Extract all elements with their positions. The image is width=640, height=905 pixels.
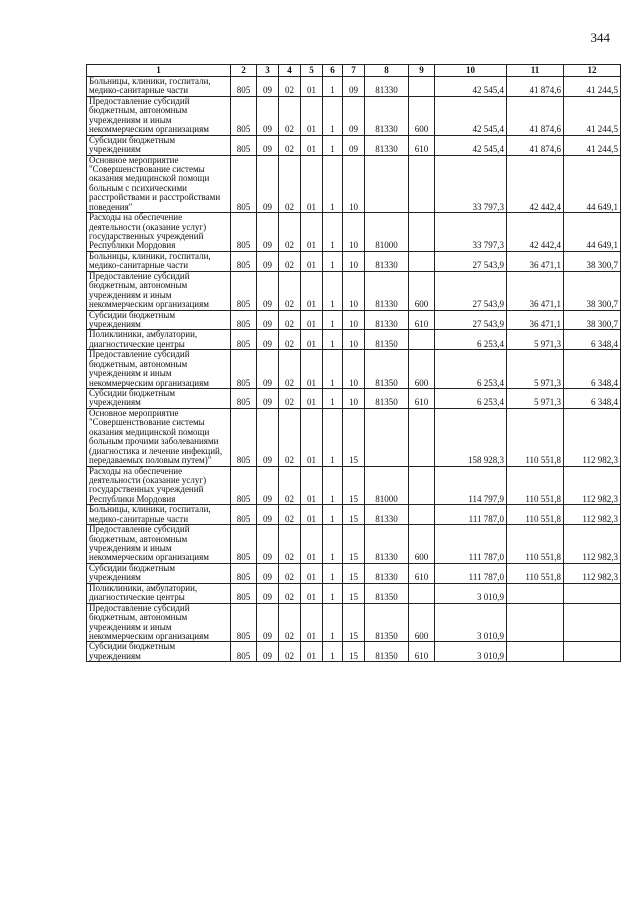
cell-c8: 81330 [365, 135, 409, 155]
row-name: Субсидии бюджетным учреждениям [87, 563, 231, 583]
table-row [87, 96, 621, 135]
cell-c4: 02 [279, 135, 301, 155]
cell-c3: 09 [257, 271, 279, 310]
cell-value-10: 158 928,3 [435, 408, 507, 466]
cell-c4: 02 [279, 408, 301, 466]
cell-c6: 1 [323, 466, 343, 505]
cell-c3: 09 [257, 583, 279, 603]
cell-c3: 09 [257, 77, 279, 97]
cell-c8: 81330 [365, 251, 409, 271]
cell-c2: 805 [231, 563, 257, 583]
cell-c9: 610 [409, 389, 435, 409]
cell-c3: 09 [257, 330, 279, 350]
cell-c7: 09 [343, 96, 365, 135]
cell-value-10: 3 010,9 [435, 583, 507, 603]
table-row [87, 525, 621, 564]
cell-c2: 805 [231, 155, 257, 213]
cell-value-11: 36 471,1 [507, 271, 564, 310]
cell-value-10: 111 787,0 [435, 563, 507, 583]
cell-value-12: 38 300,7 [564, 310, 621, 330]
cell-c3: 09 [257, 155, 279, 213]
cell-value-10: 3 010,9 [435, 603, 507, 642]
table-row [87, 155, 621, 213]
row-name: Расходы на обеспечение деятельности (оказание услуг) государственных учреждений Республики Мордовия [87, 213, 231, 252]
table-header-row [87, 65, 621, 77]
cell-c5: 01 [301, 505, 323, 525]
cell-value-10: 42 545,4 [435, 135, 507, 155]
cell-c2: 805 [231, 525, 257, 564]
cell-value-10: 27 543,9 [435, 310, 507, 330]
cell-value-11: 110 551,8 [507, 505, 564, 525]
table-row [87, 466, 621, 505]
cell-c5: 01 [301, 350, 323, 389]
cell-c2: 805 [231, 603, 257, 642]
cell-c3: 09 [257, 408, 279, 466]
cell-c4: 02 [279, 251, 301, 271]
row-name: Основное мероприятие "Совершенствование системы оказания медицинской помощи больным прочими заболеваниями (диагностика и лечение инфекций, передаваемых половым путем)" [87, 408, 231, 466]
cell-c2: 805 [231, 505, 257, 525]
cell-c9 [409, 583, 435, 603]
cell-c6: 1 [323, 310, 343, 330]
cell-c6: 1 [323, 135, 343, 155]
cell-c4: 02 [279, 350, 301, 389]
cell-c9: 610 [409, 310, 435, 330]
cell-c8: 81350 [365, 389, 409, 409]
cell-value-10: 33 797,3 [435, 213, 507, 252]
row-name: Субсидии бюджетным учреждениям [87, 642, 231, 662]
cell-c2: 805 [231, 350, 257, 389]
column-header: 11 [507, 65, 564, 77]
row-name: Основное мероприятие "Совершенствование системы оказания медицинской помощи больным с психическими расстройствами и расстройствами поведения" [87, 155, 231, 213]
cell-c4: 02 [279, 271, 301, 310]
cell-c8: 81350 [365, 330, 409, 350]
cell-c8: 81330 [365, 77, 409, 97]
column-header: 1 [87, 65, 231, 77]
cell-value-10: 111 787,0 [435, 525, 507, 564]
row-name: Расходы на обеспечение деятельности (оказание услуг) государственных учреждений Республики Мордовия [87, 466, 231, 505]
budget-table [86, 64, 621, 662]
cell-c6: 1 [323, 408, 343, 466]
cell-c9: 610 [409, 642, 435, 662]
table-row [87, 77, 621, 97]
cell-c7: 15 [343, 505, 365, 525]
cell-c5: 01 [301, 96, 323, 135]
page-number: 344 [590, 30, 610, 45]
cell-value-11 [507, 642, 564, 662]
cell-c4: 02 [279, 389, 301, 409]
cell-c6: 1 [323, 603, 343, 642]
cell-value-10: 114 797,9 [435, 466, 507, 505]
cell-value-10: 111 787,0 [435, 505, 507, 525]
cell-value-12: 6 348,4 [564, 350, 621, 389]
cell-c3: 09 [257, 525, 279, 564]
cell-c3: 09 [257, 389, 279, 409]
table-body [87, 77, 621, 662]
cell-c5: 01 [301, 135, 323, 155]
table-row [87, 563, 621, 583]
table-row [87, 271, 621, 310]
cell-c4: 02 [279, 505, 301, 525]
cell-value-12 [564, 603, 621, 642]
row-name: Больницы, клиники, госпитали, медико-санитарные части [87, 505, 231, 525]
cell-c2: 805 [231, 77, 257, 97]
cell-c5: 01 [301, 389, 323, 409]
cell-c7: 15 [343, 408, 365, 466]
table-row [87, 408, 621, 466]
cell-c7: 15 [343, 642, 365, 662]
cell-c7: 15 [343, 563, 365, 583]
cell-c2: 805 [231, 271, 257, 310]
cell-c5: 01 [301, 271, 323, 310]
table-row [87, 135, 621, 155]
cell-value-12: 6 348,4 [564, 389, 621, 409]
cell-c3: 09 [257, 466, 279, 505]
cell-c9 [409, 155, 435, 213]
row-name: Предоставление субсидий бюджетным, автономным учреждениям и иным некоммерческим организациям [87, 525, 231, 564]
cell-c8: 81330 [365, 505, 409, 525]
cell-c7: 10 [343, 271, 365, 310]
column-header: 10 [435, 65, 507, 77]
table-row [87, 213, 621, 252]
cell-value-12: 38 300,7 [564, 271, 621, 310]
cell-c8: 81330 [365, 310, 409, 330]
cell-c7: 10 [343, 350, 365, 389]
cell-c4: 02 [279, 96, 301, 135]
cell-c6: 1 [323, 96, 343, 135]
table-row [87, 330, 621, 350]
column-header: 12 [564, 65, 621, 77]
cell-c8 [365, 408, 409, 466]
cell-value-11: 41 874,6 [507, 135, 564, 155]
column-header: 3 [257, 65, 279, 77]
cell-value-12 [564, 642, 621, 662]
cell-c7: 10 [343, 251, 365, 271]
table-row [87, 583, 621, 603]
table-row [87, 389, 621, 409]
cell-c9 [409, 77, 435, 97]
cell-c3: 09 [257, 96, 279, 135]
cell-c5: 01 [301, 77, 323, 97]
cell-c4: 02 [279, 603, 301, 642]
cell-value-10: 27 543,9 [435, 251, 507, 271]
cell-c5: 01 [301, 642, 323, 662]
table-row [87, 505, 621, 525]
cell-c4: 02 [279, 525, 301, 564]
cell-c9 [409, 505, 435, 525]
cell-c3: 09 [257, 642, 279, 662]
cell-c7: 09 [343, 135, 365, 155]
cell-c2: 805 [231, 583, 257, 603]
row-name: Больницы, клиники, госпитали, медико-санитарные части [87, 251, 231, 271]
cell-c5: 01 [301, 330, 323, 350]
cell-value-12: 41 244,5 [564, 96, 621, 135]
cell-c7: 10 [343, 330, 365, 350]
cell-c9: 600 [409, 96, 435, 135]
cell-value-12: 41 244,5 [564, 135, 621, 155]
cell-c8: 81330 [365, 525, 409, 564]
cell-c3: 09 [257, 563, 279, 583]
table-row [87, 642, 621, 662]
cell-c8: 81000 [365, 466, 409, 505]
cell-c7: 15 [343, 525, 365, 564]
row-name: Субсидии бюджетным учреждениям [87, 310, 231, 330]
cell-c8: 81350 [365, 603, 409, 642]
cell-c9: 600 [409, 603, 435, 642]
cell-c6: 1 [323, 213, 343, 252]
cell-c6: 1 [323, 389, 343, 409]
cell-c5: 01 [301, 251, 323, 271]
cell-c8: 81350 [365, 350, 409, 389]
cell-c7: 15 [343, 466, 365, 505]
cell-c2: 805 [231, 330, 257, 350]
cell-c9 [409, 213, 435, 252]
cell-c2: 805 [231, 135, 257, 155]
cell-c9 [409, 408, 435, 466]
cell-c6: 1 [323, 505, 343, 525]
cell-value-12: 38 300,7 [564, 251, 621, 271]
cell-c6: 1 [323, 583, 343, 603]
row-name: Предоставление субсидий бюджетным, автономным учреждениям и иным некоммерческим организациям [87, 271, 231, 310]
table-row [87, 251, 621, 271]
cell-c4: 02 [279, 330, 301, 350]
row-name: Субсидии бюджетным учреждениям [87, 135, 231, 155]
cell-value-11: 5 971,3 [507, 350, 564, 389]
cell-c6: 1 [323, 330, 343, 350]
row-name: Больницы, клиники, госпитали, медико-санитарные части [87, 77, 231, 97]
cell-c7: 15 [343, 583, 365, 603]
cell-c7: 10 [343, 155, 365, 213]
cell-value-10: 33 797,3 [435, 155, 507, 213]
cell-c7: 10 [343, 389, 365, 409]
cell-c6: 1 [323, 251, 343, 271]
cell-value-12: 6 348,4 [564, 330, 621, 350]
cell-value-10: 3 010,9 [435, 642, 507, 662]
cell-value-10: 6 253,4 [435, 330, 507, 350]
cell-c4: 02 [279, 466, 301, 505]
cell-c9: 600 [409, 271, 435, 310]
cell-c4: 02 [279, 213, 301, 252]
cell-c2: 805 [231, 408, 257, 466]
cell-value-11 [507, 583, 564, 603]
cell-c3: 09 [257, 350, 279, 389]
cell-value-11: 5 971,3 [507, 330, 564, 350]
table-row [87, 603, 621, 642]
cell-c7: 10 [343, 310, 365, 330]
cell-value-10: 6 253,4 [435, 350, 507, 389]
cell-c2: 805 [231, 213, 257, 252]
cell-c2: 805 [231, 310, 257, 330]
cell-c9 [409, 251, 435, 271]
cell-value-12 [564, 583, 621, 603]
row-name: Субсидии бюджетным учреждениям [87, 389, 231, 409]
cell-value-11: 110 551,8 [507, 466, 564, 505]
cell-c4: 02 [279, 642, 301, 662]
cell-value-10: 6 253,4 [435, 389, 507, 409]
cell-value-12: 112 982,3 [564, 466, 621, 505]
cell-value-11: 41 874,6 [507, 77, 564, 97]
cell-c6: 1 [323, 77, 343, 97]
cell-c2: 805 [231, 96, 257, 135]
cell-c5: 01 [301, 466, 323, 505]
cell-c7: 15 [343, 603, 365, 642]
column-header: 9 [409, 65, 435, 77]
cell-c9: 610 [409, 563, 435, 583]
column-header: 8 [365, 65, 409, 77]
cell-c5: 01 [301, 213, 323, 252]
cell-c9: 610 [409, 135, 435, 155]
cell-c5: 01 [301, 408, 323, 466]
table-row [87, 350, 621, 389]
cell-value-12: 44 649,1 [564, 155, 621, 213]
cell-c2: 805 [231, 389, 257, 409]
cell-c8: 81000 [365, 213, 409, 252]
column-header: 7 [343, 65, 365, 77]
row-name: Предоставление субсидий бюджетным, автономным учреждениям и иным некоммерческим организациям [87, 603, 231, 642]
cell-value-12: 112 982,3 [564, 408, 621, 466]
cell-c2: 805 [231, 251, 257, 271]
cell-c5: 01 [301, 310, 323, 330]
cell-c4: 02 [279, 155, 301, 213]
cell-c3: 09 [257, 135, 279, 155]
cell-value-10: 42 545,4 [435, 77, 507, 97]
cell-c6: 1 [323, 563, 343, 583]
cell-value-10: 42 545,4 [435, 96, 507, 135]
cell-value-10: 27 543,9 [435, 271, 507, 310]
cell-c5: 01 [301, 155, 323, 213]
table-row [87, 310, 621, 330]
column-header: 2 [231, 65, 257, 77]
column-header: 5 [301, 65, 323, 77]
cell-value-11 [507, 603, 564, 642]
cell-value-11: 110 551,8 [507, 408, 564, 466]
cell-c8 [365, 155, 409, 213]
cell-c3: 09 [257, 251, 279, 271]
cell-value-12: 44 649,1 [564, 213, 621, 252]
row-name: Предоставление субсидий бюджетным, автономным учреждениям и иным некоммерческим организациям [87, 350, 231, 389]
cell-c9 [409, 330, 435, 350]
cell-c3: 09 [257, 505, 279, 525]
column-header: 6 [323, 65, 343, 77]
cell-c3: 09 [257, 603, 279, 642]
cell-value-11: 42 442,4 [507, 213, 564, 252]
cell-c5: 01 [301, 583, 323, 603]
row-name: Предоставление субсидий бюджетным, автономным учреждениям и иным некоммерческим организациям [87, 96, 231, 135]
cell-c9: 600 [409, 350, 435, 389]
cell-value-11: 5 971,3 [507, 389, 564, 409]
cell-c2: 805 [231, 466, 257, 505]
cell-c4: 02 [279, 77, 301, 97]
column-header: 4 [279, 65, 301, 77]
cell-value-11: 42 442,4 [507, 155, 564, 213]
cell-value-12: 112 982,3 [564, 525, 621, 564]
cell-c6: 1 [323, 350, 343, 389]
cell-c6: 1 [323, 642, 343, 662]
cell-value-11: 36 471,1 [507, 310, 564, 330]
cell-c5: 01 [301, 563, 323, 583]
cell-value-12: 112 982,3 [564, 563, 621, 583]
cell-c3: 09 [257, 310, 279, 330]
cell-c2: 805 [231, 642, 257, 662]
cell-c4: 02 [279, 310, 301, 330]
cell-c3: 09 [257, 213, 279, 252]
cell-c5: 01 [301, 525, 323, 564]
cell-c7: 09 [343, 77, 365, 97]
cell-value-11: 41 874,6 [507, 96, 564, 135]
cell-c9: 600 [409, 525, 435, 564]
cell-c6: 1 [323, 271, 343, 310]
cell-c4: 02 [279, 563, 301, 583]
cell-c4: 02 [279, 583, 301, 603]
cell-c8: 81350 [365, 583, 409, 603]
cell-value-11: 110 551,8 [507, 525, 564, 564]
row-name: Поликлиники, амбулатории, диагностические центры [87, 583, 231, 603]
cell-c6: 1 [323, 525, 343, 564]
cell-value-11: 110 551,8 [507, 563, 564, 583]
cell-c6: 1 [323, 155, 343, 213]
cell-c8: 81330 [365, 96, 409, 135]
cell-c5: 01 [301, 603, 323, 642]
cell-value-11: 36 471,1 [507, 251, 564, 271]
cell-value-12: 41 244,5 [564, 77, 621, 97]
cell-value-12: 112 982,3 [564, 505, 621, 525]
cell-c8: 81350 [365, 642, 409, 662]
cell-c8: 81330 [365, 271, 409, 310]
row-name: Поликлиники, амбулатории, диагностические центры [87, 330, 231, 350]
cell-c8: 81330 [365, 563, 409, 583]
cell-c7: 10 [343, 213, 365, 252]
cell-c9 [409, 466, 435, 505]
